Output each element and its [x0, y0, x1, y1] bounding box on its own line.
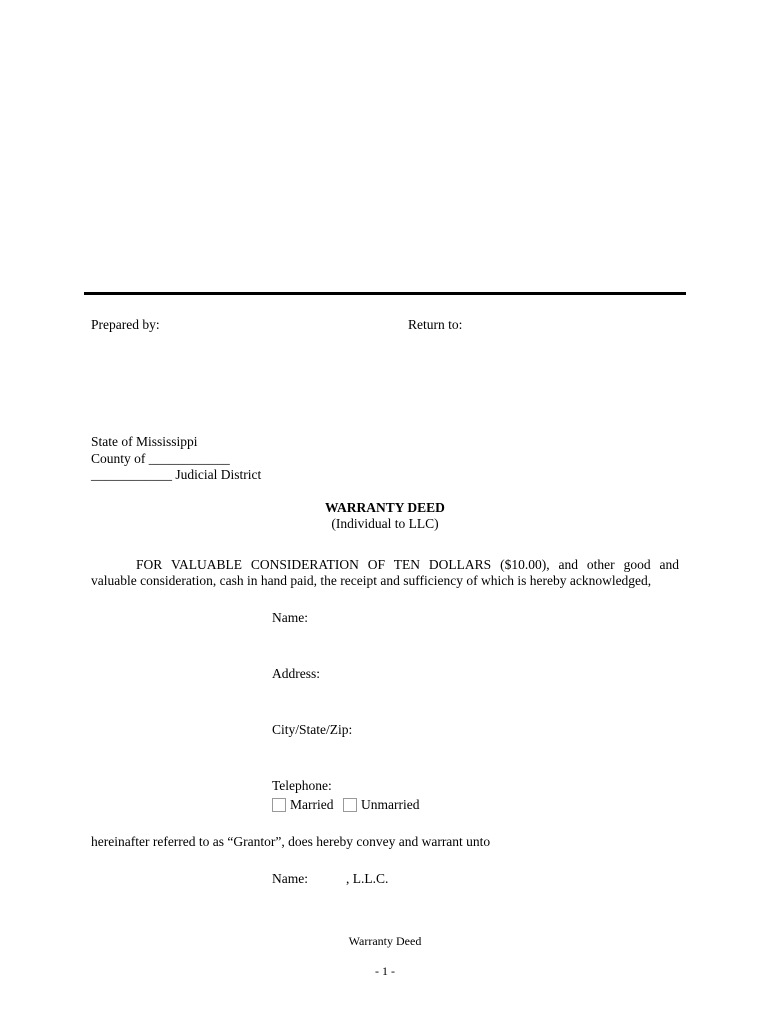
state-line: State of Mississippi	[91, 434, 198, 449]
return-to-label: Return to:	[408, 317, 463, 332]
document-title: WARRANTY DEED	[325, 500, 445, 515]
footer-document-name: Warranty Deed	[348, 934, 422, 948]
county-line: County of ____________	[91, 451, 230, 466]
consideration-line-1: FOR VALUABLE CONSIDERATION OF TEN DOLLARS ($10.00), and other good and	[136, 557, 679, 572]
page-number: - 1 -	[375, 964, 395, 978]
grantor-telephone-label: Telephone:	[272, 778, 332, 793]
grantee-name-label: Name:	[272, 871, 308, 886]
judicial-district-line: ____________ Judicial District	[91, 467, 262, 482]
convey-statement: hereinafter referred to as “Grantor”, does hereby convey and warrant unto	[91, 834, 491, 849]
unmarried-label: Unmarried	[361, 797, 420, 812]
married-label: Married	[290, 797, 334, 812]
grantor-name-label: Name:	[272, 610, 308, 625]
grantee-llc-suffix: , L.L.C.	[346, 871, 389, 886]
unmarried-checkbox[interactable]	[343, 798, 357, 812]
married-option[interactable]	[272, 797, 333, 813]
document-subtitle: (Individual to LLC)	[331, 516, 439, 531]
consideration-line-2: valuable consideration, cash in hand paid, the receipt and sufficiency of which is hereby acknowledged,	[91, 573, 652, 588]
grantor-address-label: Address:	[272, 666, 320, 681]
unmarried-option[interactable]	[343, 797, 419, 813]
grantor-city-state-zip-label: City/State/Zip:	[272, 722, 353, 737]
married-checkbox[interactable]	[272, 798, 286, 812]
prepared-by-label: Prepared by:	[91, 317, 160, 332]
header-divider	[84, 292, 686, 295]
